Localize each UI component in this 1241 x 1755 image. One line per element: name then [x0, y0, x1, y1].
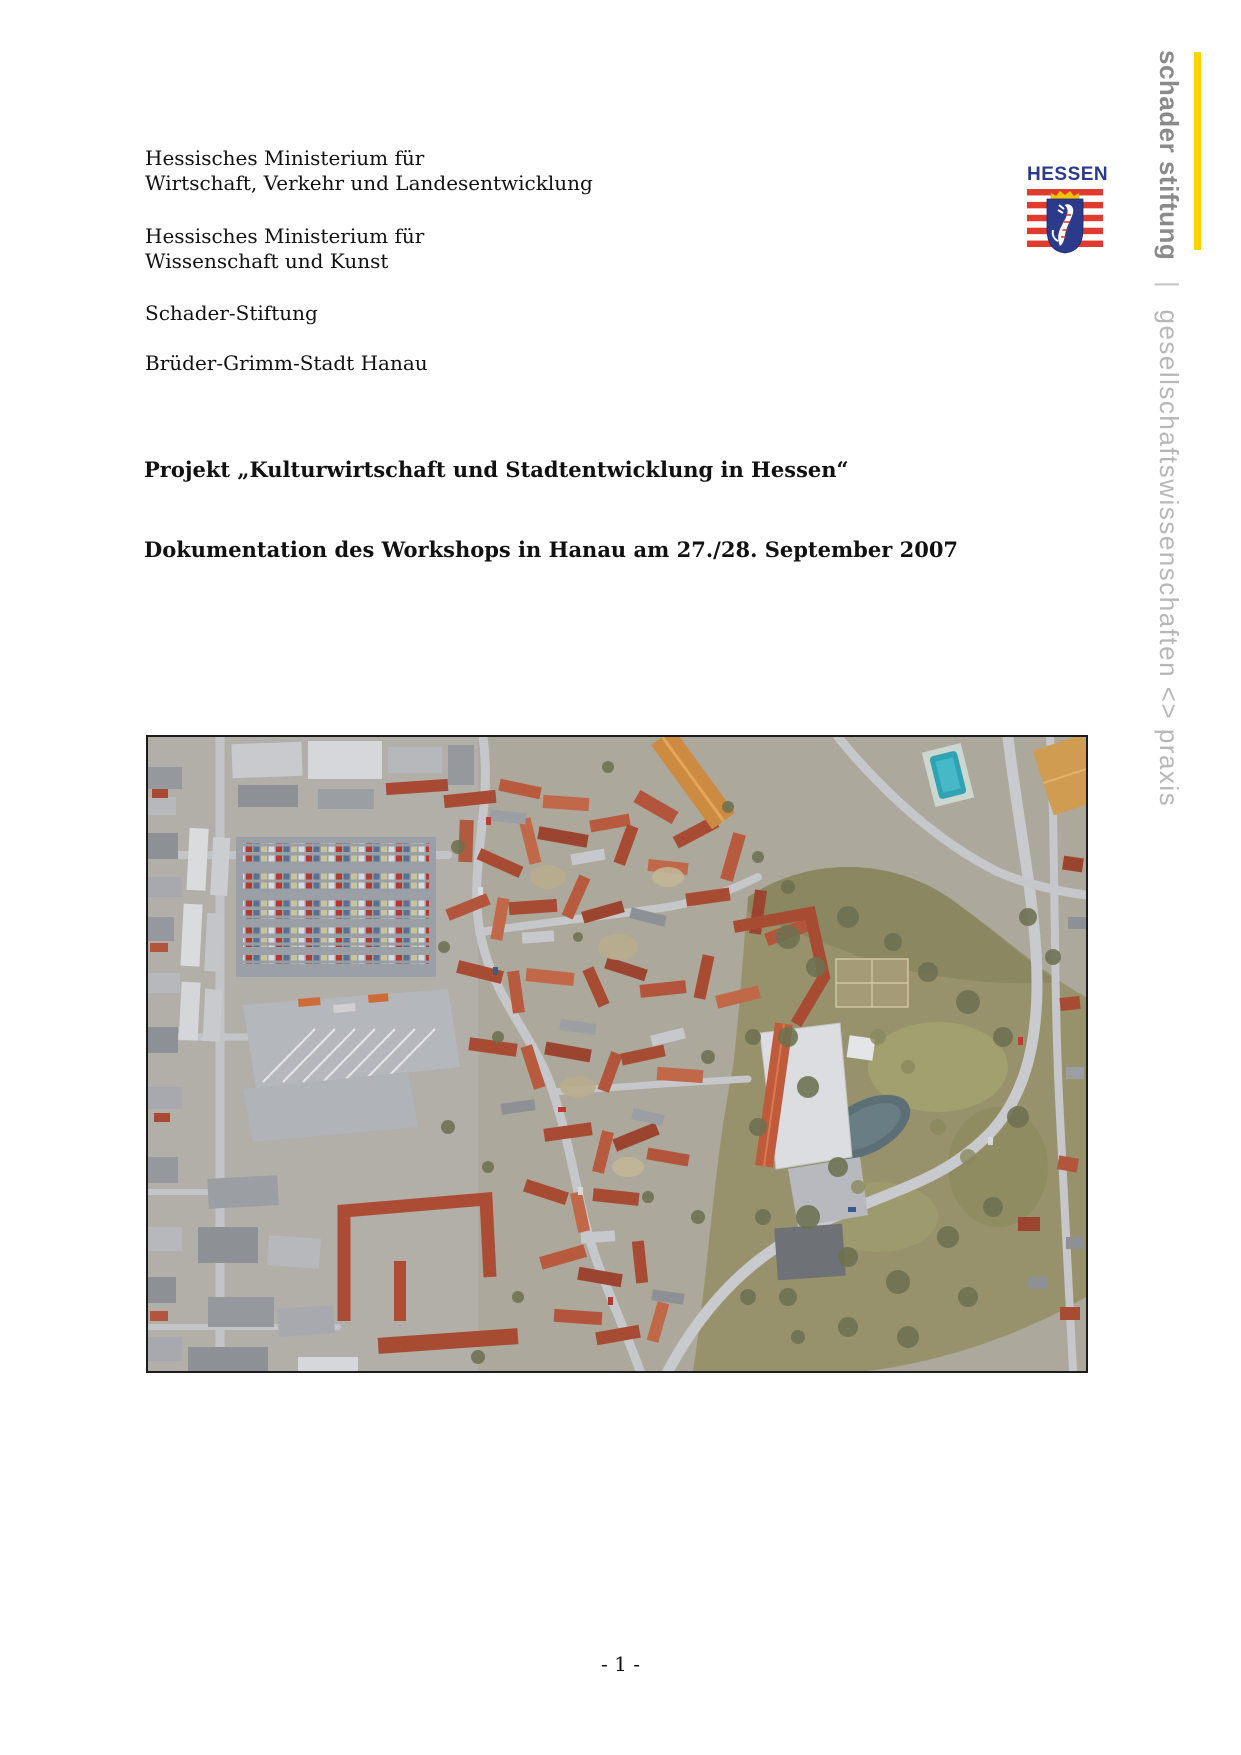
sidebar-tagline: gesellschaftswissenschaften <> praxis	[1154, 309, 1184, 808]
org-line: Hessisches Ministerium für	[145, 224, 425, 248]
org-line: Wissenschaft und Kunst	[145, 249, 389, 273]
photo-formal-garden	[836, 959, 908, 1007]
project-title: Projekt „Kulturwirtschaft und Stadtentwicklung in Hessen“	[144, 457, 849, 482]
accent-bar	[1194, 52, 1201, 250]
page-number: - 1 -	[601, 1652, 640, 1676]
photo-parking-lot	[236, 837, 436, 977]
organization-block	[145, 224, 424, 274]
hessen-coat-of-arms-icon	[1027, 189, 1103, 259]
aerial-photo	[146, 735, 1088, 1373]
sidebar-vertical-text	[1148, 50, 1190, 807]
org-line: Schader-Stiftung	[145, 301, 318, 325]
org-line: Brüder-Grimm-Stadt Hanau	[145, 351, 428, 375]
org-line: Wirtschaft, Verkehr und Landesentwicklung	[145, 171, 593, 195]
aerial-photo-graphic	[148, 737, 1086, 1371]
organization-block	[145, 301, 318, 326]
hessen-logo	[1027, 164, 1109, 259]
org-line: Hessisches Ministerium für	[145, 146, 425, 170]
organization-block	[145, 146, 593, 196]
sidebar-separator: |	[1154, 281, 1184, 289]
hessen-wordmark: HESSEN	[1027, 164, 1109, 185]
organization-block	[145, 351, 428, 376]
documentation-title: Dokumentation des Workshops in Hanau am 27./28. September 2007	[144, 537, 959, 562]
sidebar-brand: schader stiftung	[1154, 50, 1184, 261]
